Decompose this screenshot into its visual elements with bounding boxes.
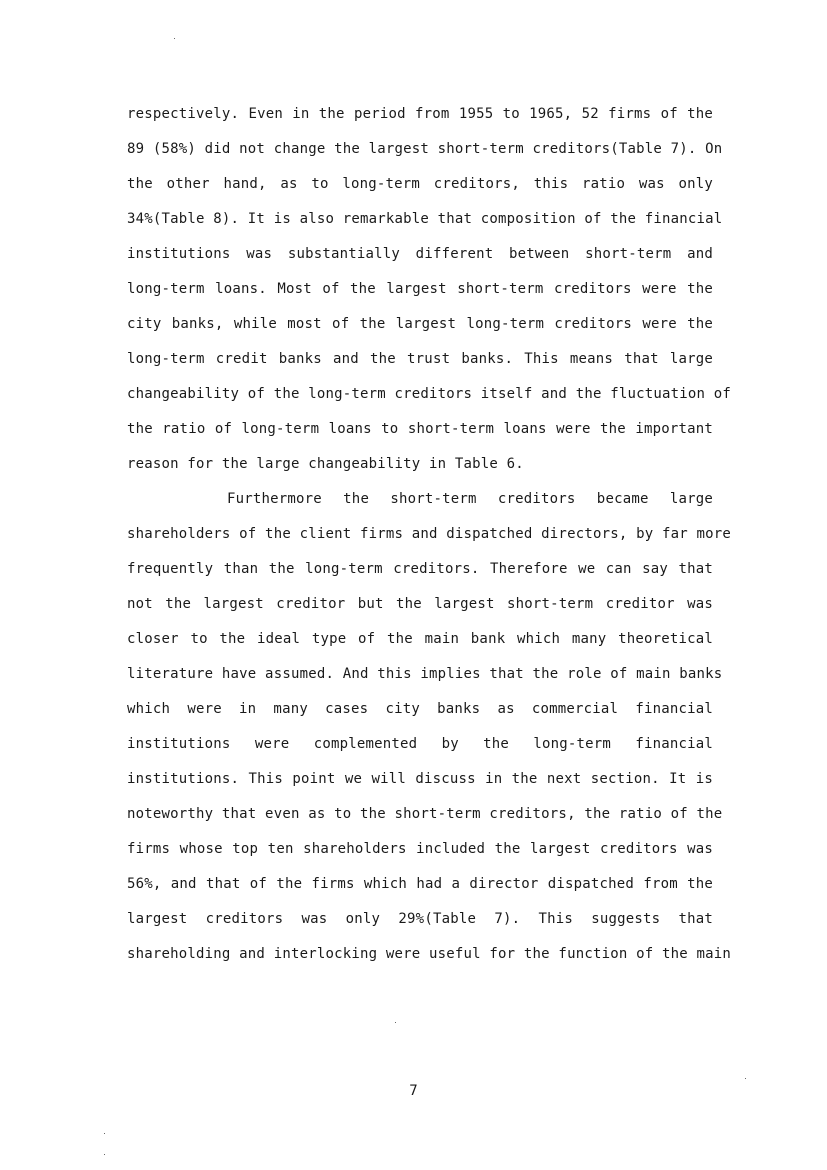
text-line: long-term credit banks and the trust banks. This means that large — [127, 351, 713, 367]
scan-speck — [174, 38, 175, 39]
paragraph — [127, 485, 732, 975]
text-line: 89 (58%) did not change the largest short-term creditors(Table 7). On — [127, 141, 723, 157]
text-line: 34%(Table 8). It is also remarkable that composition of the financial — [127, 211, 723, 227]
text-line: long-term loans. Most of the largest short-term creditors were the — [127, 281, 713, 297]
text-line: noteworthy that even as to the short-term creditors, the ratio of the — [127, 806, 723, 822]
scan-speck — [104, 1154, 105, 1155]
scan-speck — [104, 1133, 105, 1134]
text-line: Furthermore the short-term creditors became large — [227, 491, 713, 507]
text-line: city banks, while most of the largest long-term creditors were the — [127, 316, 713, 332]
text-line: institutions was substantially different between short-term and — [127, 246, 713, 262]
text-line: changeability of the long-term creditors itself and the fluctuation of — [127, 386, 732, 402]
text-line: literature have assumed. And this implies that the role of main banks — [127, 666, 723, 682]
scan-speck — [395, 1022, 396, 1023]
text-line: which were in many cases city banks as commercial financial — [127, 701, 713, 717]
text-line: respectively. Even in the period from 1955 to 1965, 52 firms of the — [127, 106, 713, 122]
text-line: institutions were complemented by the long-term financial — [127, 736, 713, 752]
text-line: largest creditors was only 29%(Table 7). This suggests that — [127, 911, 713, 927]
text-line: frequently than the long-term creditors. Therefore we can say that — [127, 561, 713, 577]
paragraph — [127, 100, 732, 485]
text-line: shareholders of the client firms and dispatched directors, by far more — [127, 526, 732, 542]
text-line: institutions. This point we will discuss in the next section. It is — [127, 771, 713, 787]
body-text — [127, 100, 732, 975]
scan-speck — [745, 1078, 746, 1079]
text-line: firms whose top ten shareholders included the largest creditors was — [127, 841, 713, 857]
text-line: not the largest creditor but the largest short-term creditor was — [127, 596, 713, 612]
text-line: the ratio of long-term loans to short-term loans were the important — [127, 421, 713, 437]
text-line: shareholding and interlocking were useful for the function of the main — [127, 946, 732, 962]
text-line: 56%, and that of the firms which had a director dispatched from the — [127, 876, 713, 892]
page-number: 7 — [409, 1083, 418, 1099]
text-line: the other hand, as to long-term creditors, this ratio was only — [127, 176, 713, 192]
text-line: reason for the large changeability in Table 6. — [127, 456, 524, 472]
text-line: closer to the ideal type of the main bank which many theoretical — [127, 631, 713, 647]
